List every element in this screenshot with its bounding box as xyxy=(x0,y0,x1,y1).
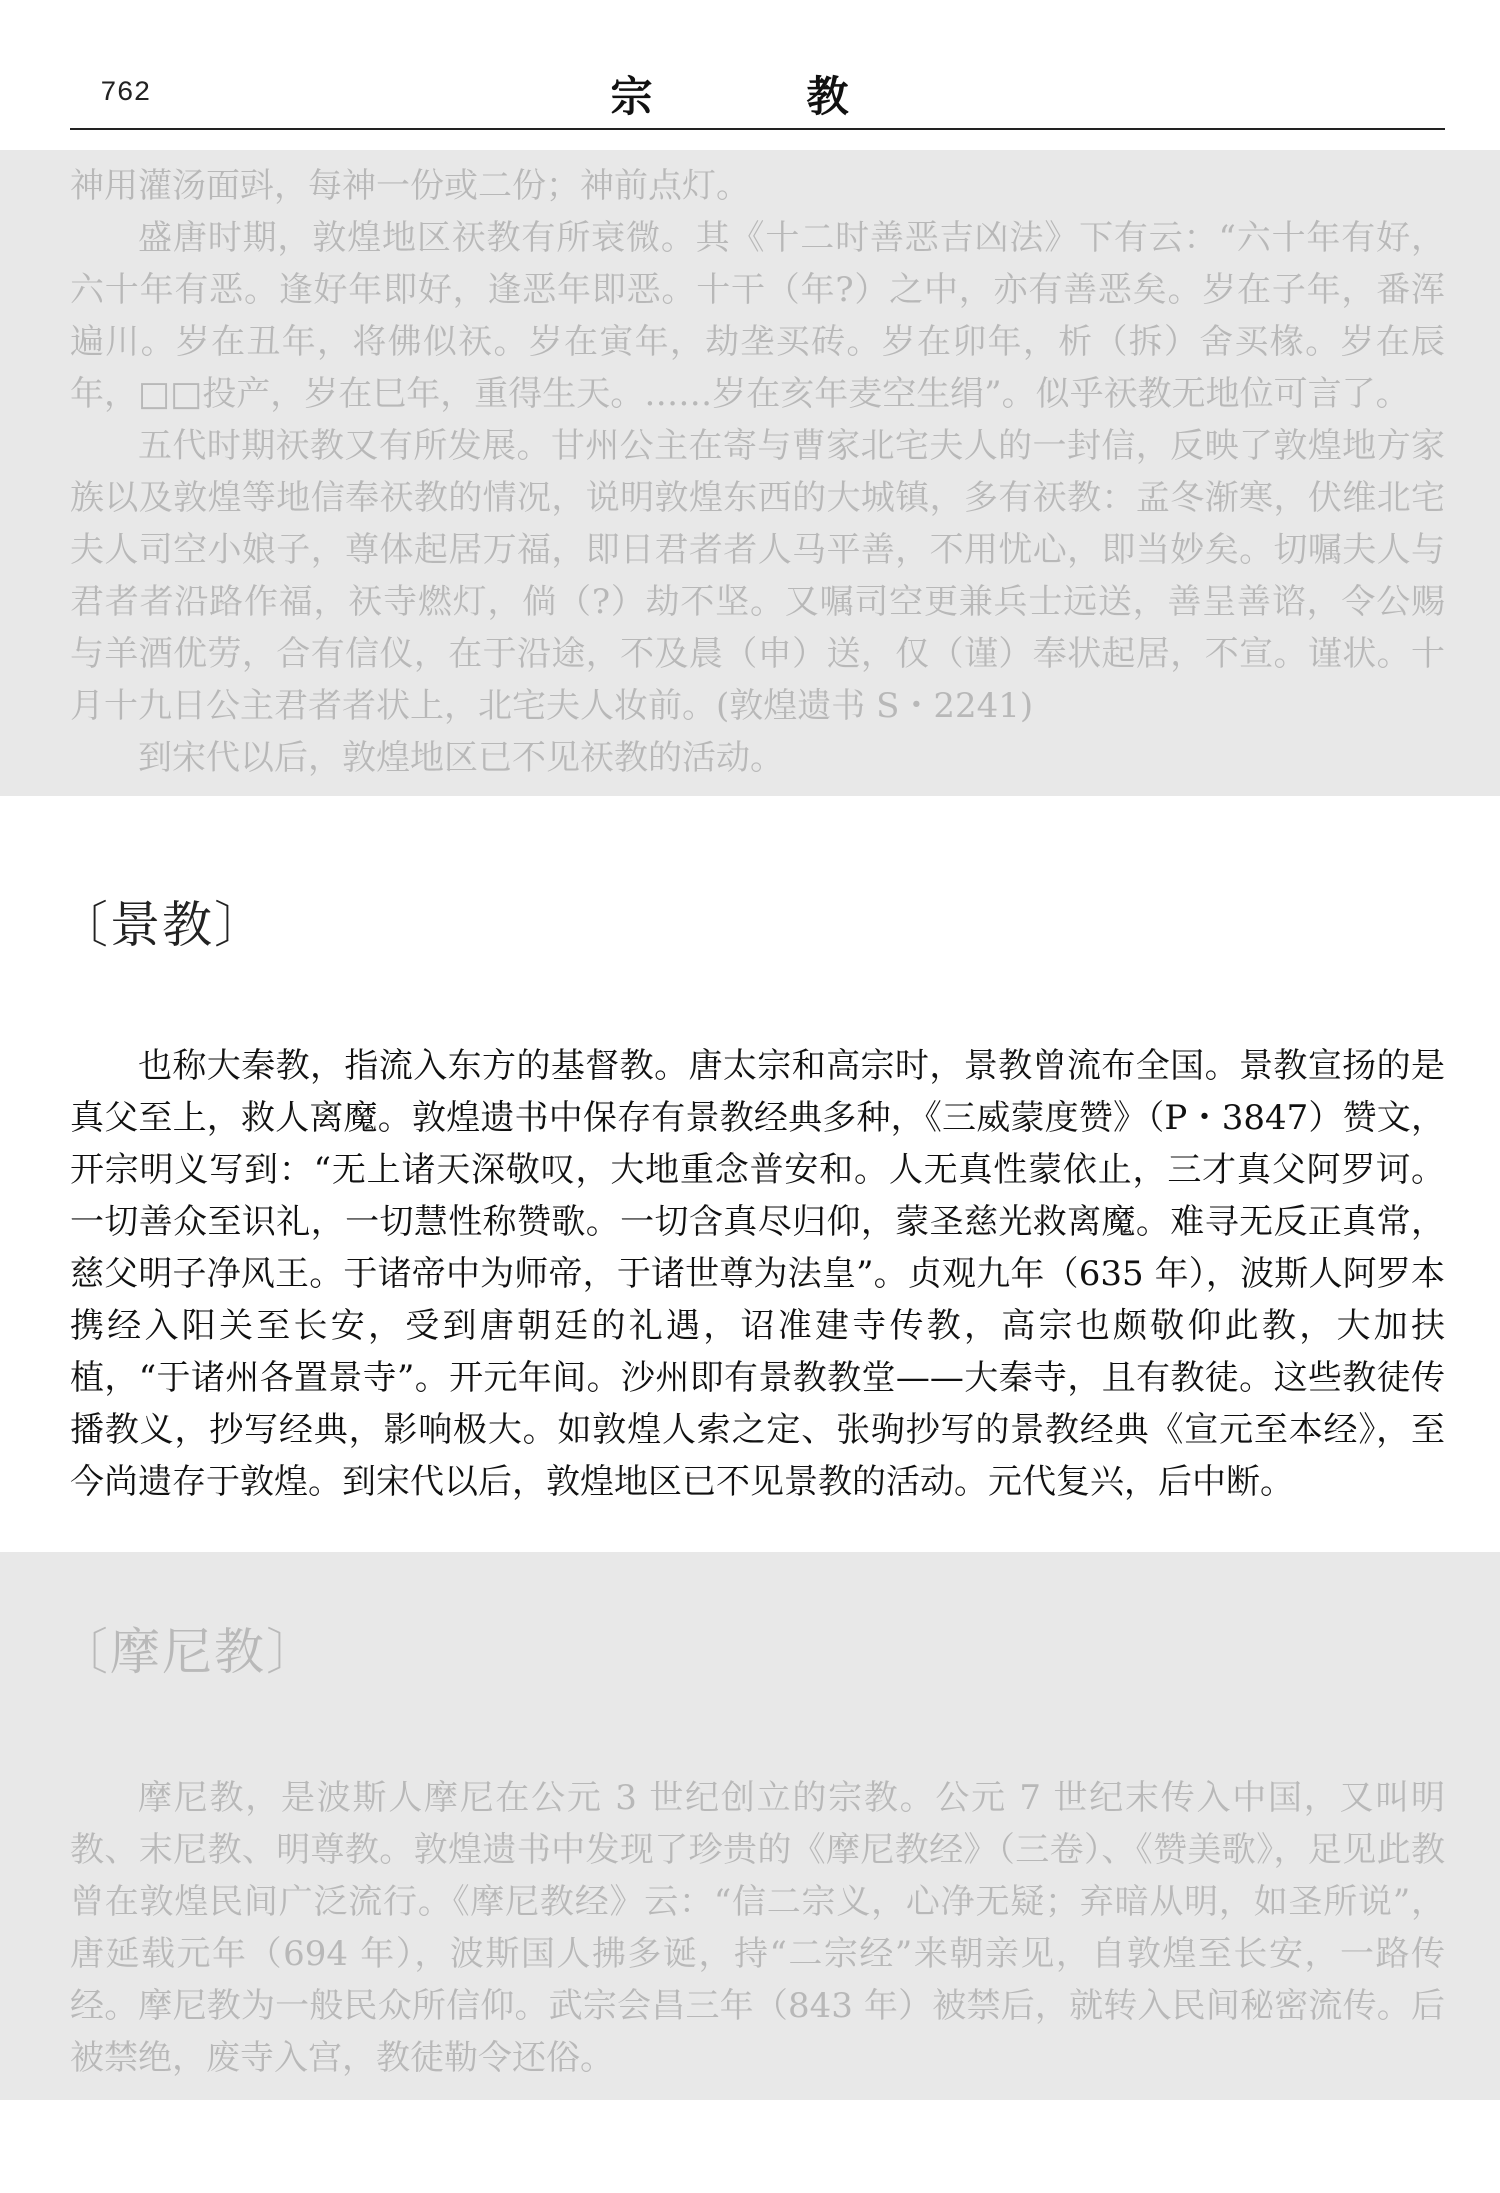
section-title-manichaeism: 〔摩尼教〕 xyxy=(58,1623,318,1681)
paragraph: 五代时期祆教又有所发展。甘州公主在寄与曹家北宅夫人的一封信，反映了敦煌地方家族以及敦煌等地信奉祆教的情况，说明敦煌东西的大城镇，多有祆教：孟冬渐寒，伏维北宅夫人司空小娘子，尊体起居万福，即日君者者人马平善，不用忧心，即当妙矣。切嘱夫人与君者者沿路作福，祆寺燃灯，倘（?）劫不坚。又嘱司空更兼兵士远送，善呈善谘，令公赐与羊酒优劳，合有信仪，在于沿途，不及晨（申）送，仅（谨）奉状起居，不宣。谨状。十月十九日公主君者者状上，北宅夫人妆前。(敦煌遗书 S・2241) xyxy=(70,426,1445,726)
jingjiao-text-block xyxy=(70,1040,1445,1508)
paragraph: 摩尼教，是波斯人摩尼在公元 3 世纪创立的宗教。公元 7 世纪末传入中国，又叫明教、末尼教、明尊教。敦煌遗书中发现了珍贵的《摩尼教经》（三卷）、《赞美歌》，足见此教曾在敦煌民间广泛流行。《摩尼教经》云：“信二宗义，心净无疑；弃暗从明，如圣所说”，唐延载元年（694 年），波斯国人拂多诞，持“二宗经”来朝亲见，自敦煌至长安，一路传经。摩尼教为一般民众所信仰。武宗会昌三年（843 年）被禁后，就转入民间秘密流传。后被禁绝，废寺入宫，教徒勒令还俗。 xyxy=(70,1778,1445,2078)
xianjiao-text-block xyxy=(70,160,1445,784)
manichaeism-text-block xyxy=(70,1772,1445,2084)
page-number: 762 xyxy=(100,78,151,109)
paragraph: 到宋代以后，敦煌地区已不见祆教的活动。 xyxy=(138,738,784,778)
paragraph: 神用灌汤面㪷，每神一份或二份；神前点灯。 xyxy=(70,166,750,206)
running-title: 宗 教 xyxy=(610,72,905,121)
faded-top-section xyxy=(0,150,1500,796)
paragraph: 也称大秦教，指流入东方的基督教。唐太宗和高宗时，景教曾流布全国。景教宣扬的是真父至上，救人离魔。敦煌遗书中保存有景教经典多种，《三威蒙度赞》（P・3847）赞文，开宗明义写到：“无上诸天深敬叹，大地重念普安和。人无真性蒙依止，三才真父阿罗诃。一切善众至识礼，一切慧性称赞歌。一切含真尽归仰，蒙圣慈光救离魔。难寻无反正真常，慈父明子净风王。于诸帝中为师帝，于诸世尊为法皇”。贞观九年（635 年），波斯人阿罗本携经入阳关至长安，受到唐朝廷的礼遇，诏准建寺传教，高宗也颇敬仰此教，大加扶植，“于诸州各置景寺”。开元年间。沙州即有景教教堂——大秦寺，且有教徒。这些教徒传播教义，抄写经典，影响极大。如敦煌人索之定、张驹抄写的景教经典《宣元至本经》，至今尚遗存于敦煌。到宋代以后，敦煌地区已不见景教的活动。元代复兴，后中断。 xyxy=(70,1046,1445,1502)
page-header xyxy=(70,60,1445,130)
header-rule xyxy=(70,128,1445,130)
paragraph: 盛唐时期，敦煌地区祆教有所衰微。其《十二时善恶吉凶法》下有云：“六十年有好，六十年有恶。逢好年即好，逢恶年即恶。十干（年?）之中，亦有善恶矣。岁在子年，番浑遍川。岁在丑年，将佛似祆。岁在寅年，劫垄买砖。岁在卯年，析（拆）舍买椽。岁在辰年，□□投产，岁在巳年，重得生天。……岁在亥年麦空生绢”。似乎祆教无地位可言了。 xyxy=(70,218,1445,414)
section-title-jingjiao: 〔景教〕 xyxy=(58,896,266,954)
faded-bottom-section xyxy=(0,1552,1500,2100)
